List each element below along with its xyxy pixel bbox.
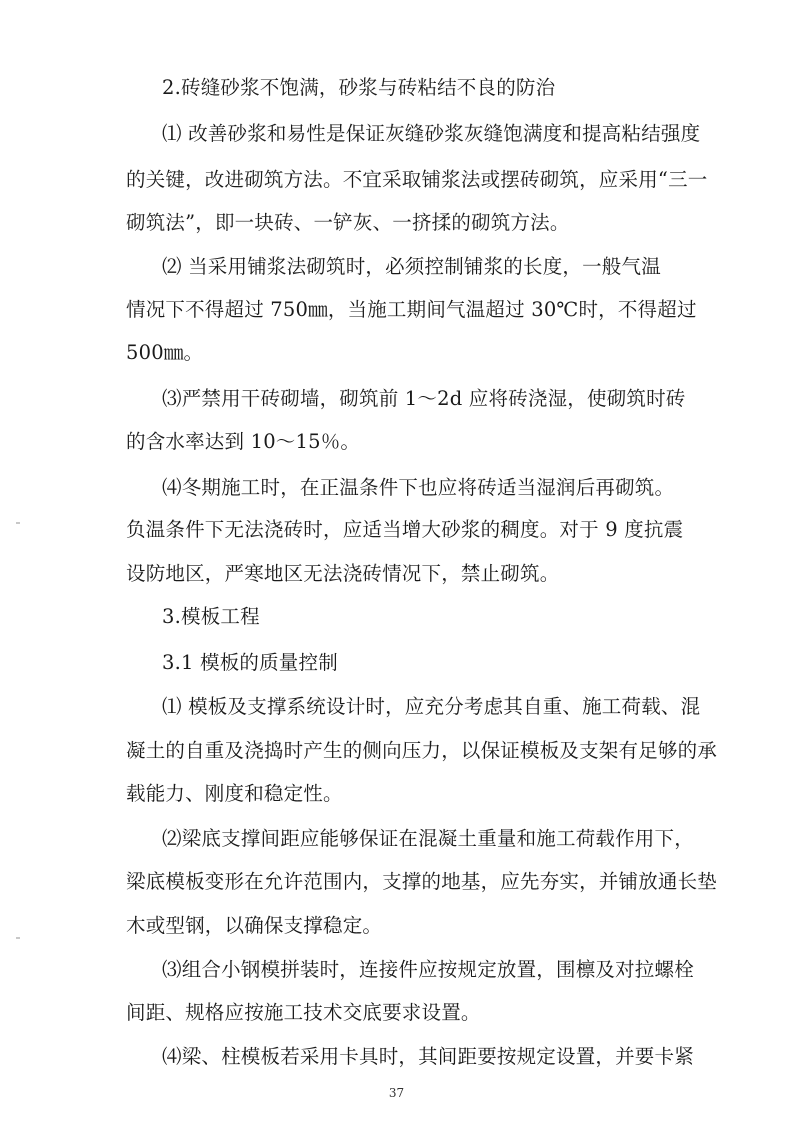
heading-brick-joint-mortar: 2.砖缝砂浆不饱满，砂浆与砖粘结不良的防治 — [162, 76, 556, 99]
paragraph-line: 情况下不得超过 750㎜，当施工期间气温超过 30℃时，不得超过 — [126, 298, 697, 321]
paragraph-line: 负温条件下无法浇砖时，应适当增大砂浆的稠度。对于 9 度抗震 — [126, 518, 684, 541]
paragraph-line: 木或型钢，以确保支撑稳定。 — [126, 914, 383, 937]
paragraph-line: 的含水率达到 10～15％。 — [126, 430, 361, 453]
paragraph-line: ⑶严禁用干砖砌墙，砌筑前 1～2d 应将砖浇湿，使砌筑时砖 — [162, 387, 686, 410]
paragraph-line: 设防地区，严寒地区无法浇砖情况下，禁止砌筑。 — [126, 562, 560, 585]
paragraph-line: 砌筑法”，即一块砖、一铲灰、一挤揉的砌筑方法。 — [126, 211, 570, 234]
heading-formwork: 3.模板工程 — [162, 605, 260, 628]
scan-edge-mark — [16, 937, 20, 939]
paragraph-line: ⑴ 模板及支撑系统设计时，应充分考虑其自重、施工荷载、混 — [162, 695, 701, 718]
paragraph-line: 500㎜。 — [126, 341, 204, 364]
paragraph-line: 载能力、刚度和稳定性。 — [126, 782, 343, 805]
scan-edge-mark — [16, 522, 20, 524]
paragraph-line: ⑷梁、柱模板若采用卡具时，其间距要按规定设置，并要卡紧 — [162, 1045, 694, 1068]
paragraph-line: ⑶组合小钢模拼装时，连接件应按规定放置，围檩及对拉螺栓 — [162, 958, 694, 981]
page-number: 37 — [388, 1086, 405, 1100]
paragraph-line: ⑷冬期施工时，在正温条件下也应将砖适当湿润后再砌筑。 — [162, 476, 675, 499]
paragraph-line: ⑵梁底支撑间距应能够保证在混凝土重量和施工荷载作用下， — [162, 827, 694, 850]
paragraph-line: 间距、规格应按施工技术交底要求设置。 — [126, 1001, 481, 1024]
paragraph-line: 凝土的自重及浇捣时产生的侧向压力，以保证模板及支架有足够的承 — [126, 739, 718, 762]
paragraph-line: ⑴ 改善砂浆和易性是保证灰缝砂浆灰缝饱满度和提高粘结强度 — [162, 122, 701, 145]
paragraph-line: 梁底模板变形在允许范围内，支撑的地基，应先夯实，并铺放通长垫 — [126, 870, 718, 893]
subheading-formwork-quality: 3.1 模板的质量控制 — [162, 651, 338, 674]
paragraph-line: 的关键，改进砌筑方法。不宜采取铺浆法或摆砖砌筑，应采用“三一 — [126, 168, 708, 191]
paragraph-line: ⑵ 当采用铺浆法砌筑时，必须控制铺浆的长度，一般气温 — [162, 255, 661, 278]
